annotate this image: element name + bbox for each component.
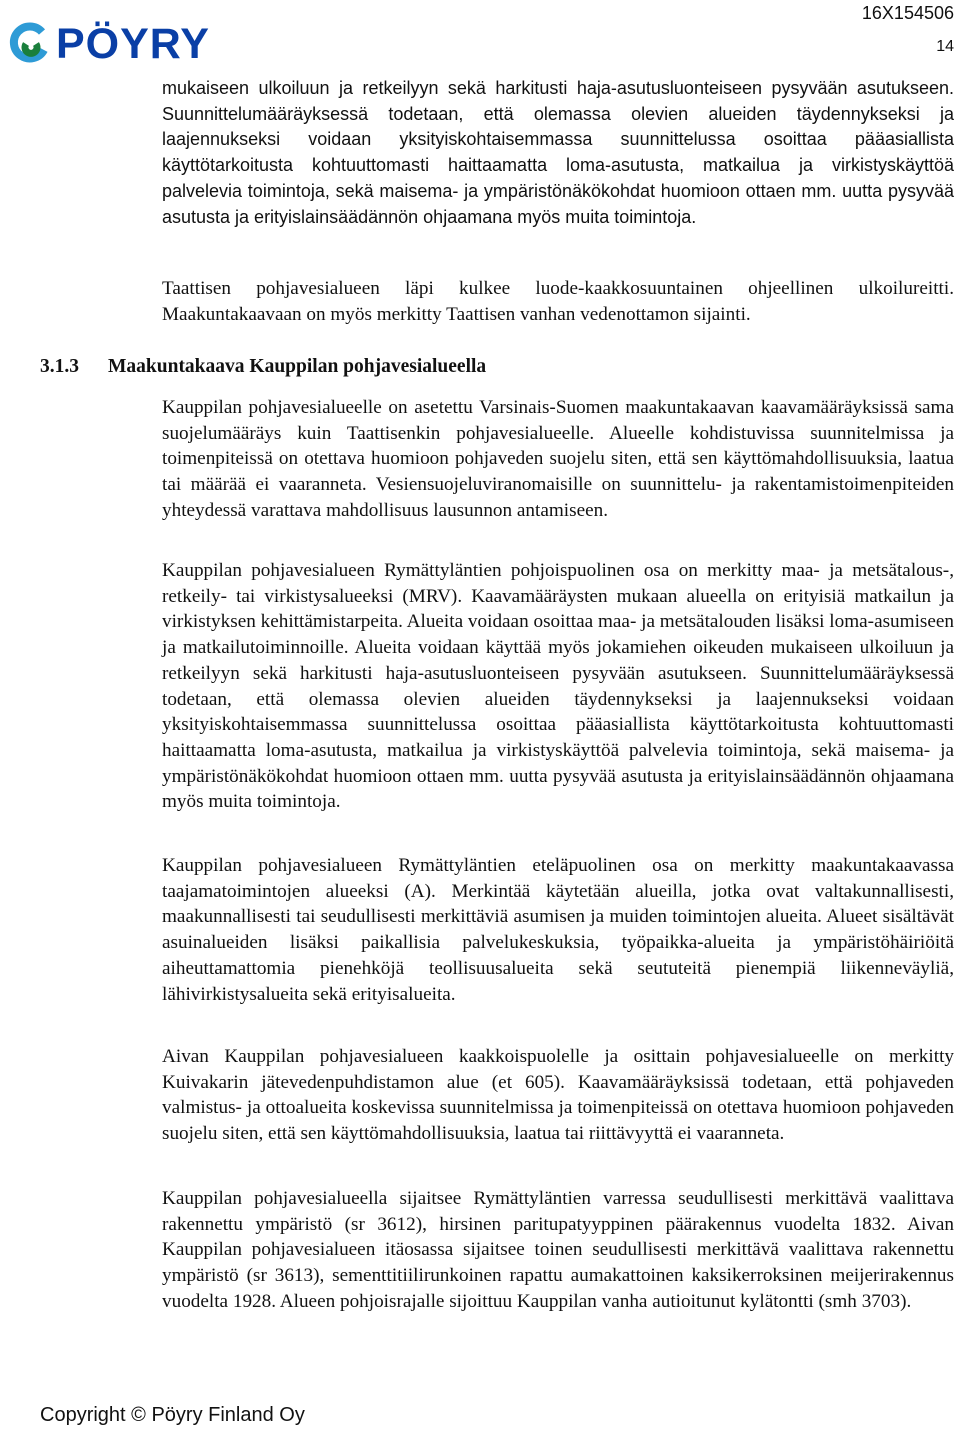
body-paragraph: Kauppilan pohjavesialueen Rymättyläntien eteläpuolinen osa on merkitty maakuntakaavassa taajamatoimintojen alueeksi (A). Merkintää käytetään alueilla, jotka ovat valtakunnallisesti, maakunnallisesti tai seudullisesti merkittäviä asumisen ja muiden toimintojen alueita. Alueet sisältävät asuinalueiden lisäksi paikallisia palvelukeskuksia, työpaikka-alueita ja ympäristöhäiriöitä aiheuttamattomia pienehköjä teollisuusalueita sekä seututeitä pienempiä liikenneväyliä, lähivirkistysalueita sekä erityisalueita. bbox=[162, 855, 954, 1005]
body-paragraph: Kauppilan pohjavesialueella sijaitsee Rymättyläntien varressa seudullisesti merkittävä vaalittava rakennettu ympäristö (sr 3612), hirsinen paritupatyyppinen päärakennus vuodelta 1832. Aivan Kauppilan pohjavesialueen itäosassa sijaitsee toinen seudullisesti merkittävä vaalittava rakennettu ympäristö (sr 3613), sementtitiilirunkoinen rapattu aumakattoinen kaksikerroksinen meijerirakennus vuodelta 1928. Alueen pohjoisrajalle sijoittuu Kauppilan vanha autioitunut kylätontti (smh 3703). bbox=[162, 1188, 954, 1312]
logo-wordmark: PÖYRY bbox=[56, 20, 210, 68]
section-heading bbox=[40, 356, 486, 378]
document-id: 16X154506 bbox=[861, 3, 954, 23]
body-paragraph: Kauppilan pohjavesialueelle on asetettu Varsinais-Suomen maakuntakaavan kaavamääräyksissä sama suojelumääräys kuin Taattisenkin pohjavesialueelle. Alueelle kohdistuvissa suunnitelmissa ja toimenpiteissä on otettava huomioon pohjaveden suojelu siten, että sen käyttömahdollisuuksia, laatua tai määrää ei vaaranneta. Vesiensuojeluviranomaisille on suunnittelu- ja rakentamistoimenpiteiden yhteydessä varattava mahdollisuus lausunnon antamiseen. bbox=[162, 397, 954, 521]
poyry-emblem-icon bbox=[6, 22, 50, 66]
section-title: Maakuntakaava Kauppilan pohjavesialueella bbox=[108, 356, 487, 377]
page-number: 14 bbox=[936, 38, 954, 55]
body-paragraph: Aivan Kauppilan pohjavesialueen kaakkoispuolelle ja osittain pohjavesialueelle on merkitty Kuivakarin jätevedenpuhdistamon alue (et 605). Kaavamääräyksissä todetaan, että pohjaveden valmistus- ja ottoalueita koskevissa suunnitelmissa ja toimenpiteissä on otettava huomioon pohjaveden suojelu siten, että sen käyttömahdollisuuksia, laatua tai riittävyyttä ei vaaranneta. bbox=[162, 1046, 954, 1145]
company-logo bbox=[6, 22, 210, 66]
body-paragraph: Kauppilan pohjavesialueen Rymättyläntien pohjoispuolinen osa on merkitty maa- ja metsätalous-, retkeily- tai virkistysalueeksi (MRV). Kaavamääräysten mukaan alueella on erityisiä matkailun ja virkistyksen kehittämistarpeita. Alueita voidaan osoittaa maa- ja metsätalouden lisäksi loma-asumiseen ja matkailutoiminnoille. Alueita voidaan käyttää myös jokamiehen oikeuden mukaiseen ulkoiluun ja retkeilyyn sekä harkitusti haja-asutusluonteiseen pysyvään asutukseen. Suunnittelumääräyksessä todetaan, että olemassa olevien alueiden täydennykseksi ja laajennukseksi voidaan yksityiskohtaisemmassa suunnittelussa osoittaa pääasiallista käyttötarkoitusta kohtuuttomasti haittaamatta loma-asutusta, matkailua ja virkistyskäyttöä palvelevia toimintoja, sekä maisema- ja ympäristönäkökohdat huomioon ottaen mm. uutta pysyvää asutusta ja erityislainsäädännön ohjaamana myös muita toimintoja. bbox=[162, 560, 954, 813]
route-paragraph: Taattisen pohjavesialueen läpi kulkee luode-kaakkosuuntainen ohjeellinen ulkoilureitti. Maakuntakaavaan on myös merkitty Taattisen vanhan vedenottamon sijainti. bbox=[162, 278, 954, 325]
section-number: 3.1.3 bbox=[40, 356, 79, 377]
intro-paragraph: mukaiseen ulkoiluun ja retkeilyyn sekä harkitusti haja-asutusluonteiseen pysyvään asutukseen. Suunnittelumääräyksessä todetaan, että olemassa olevien alueiden täydennykseksi ja laajennukseksi voidaan yksityiskohtaisemmassa suunnittelussa osoittaa pääasiallista käyttötarkoitusta kohtuuttomasti haittaamatta loma-asutusta, matkailua ja virkistyskäyttöä palvelevia toimintoja, sekä maisema- ja ympäristönäkökohdat huomioon ottaen mm. uutta pysyvää asutusta ja erityislainsäädännön ohjaamana myös muita toimintoja. bbox=[162, 78, 954, 227]
copyright-footer: Copyright © Pöyry Finland Oy bbox=[40, 1404, 305, 1426]
